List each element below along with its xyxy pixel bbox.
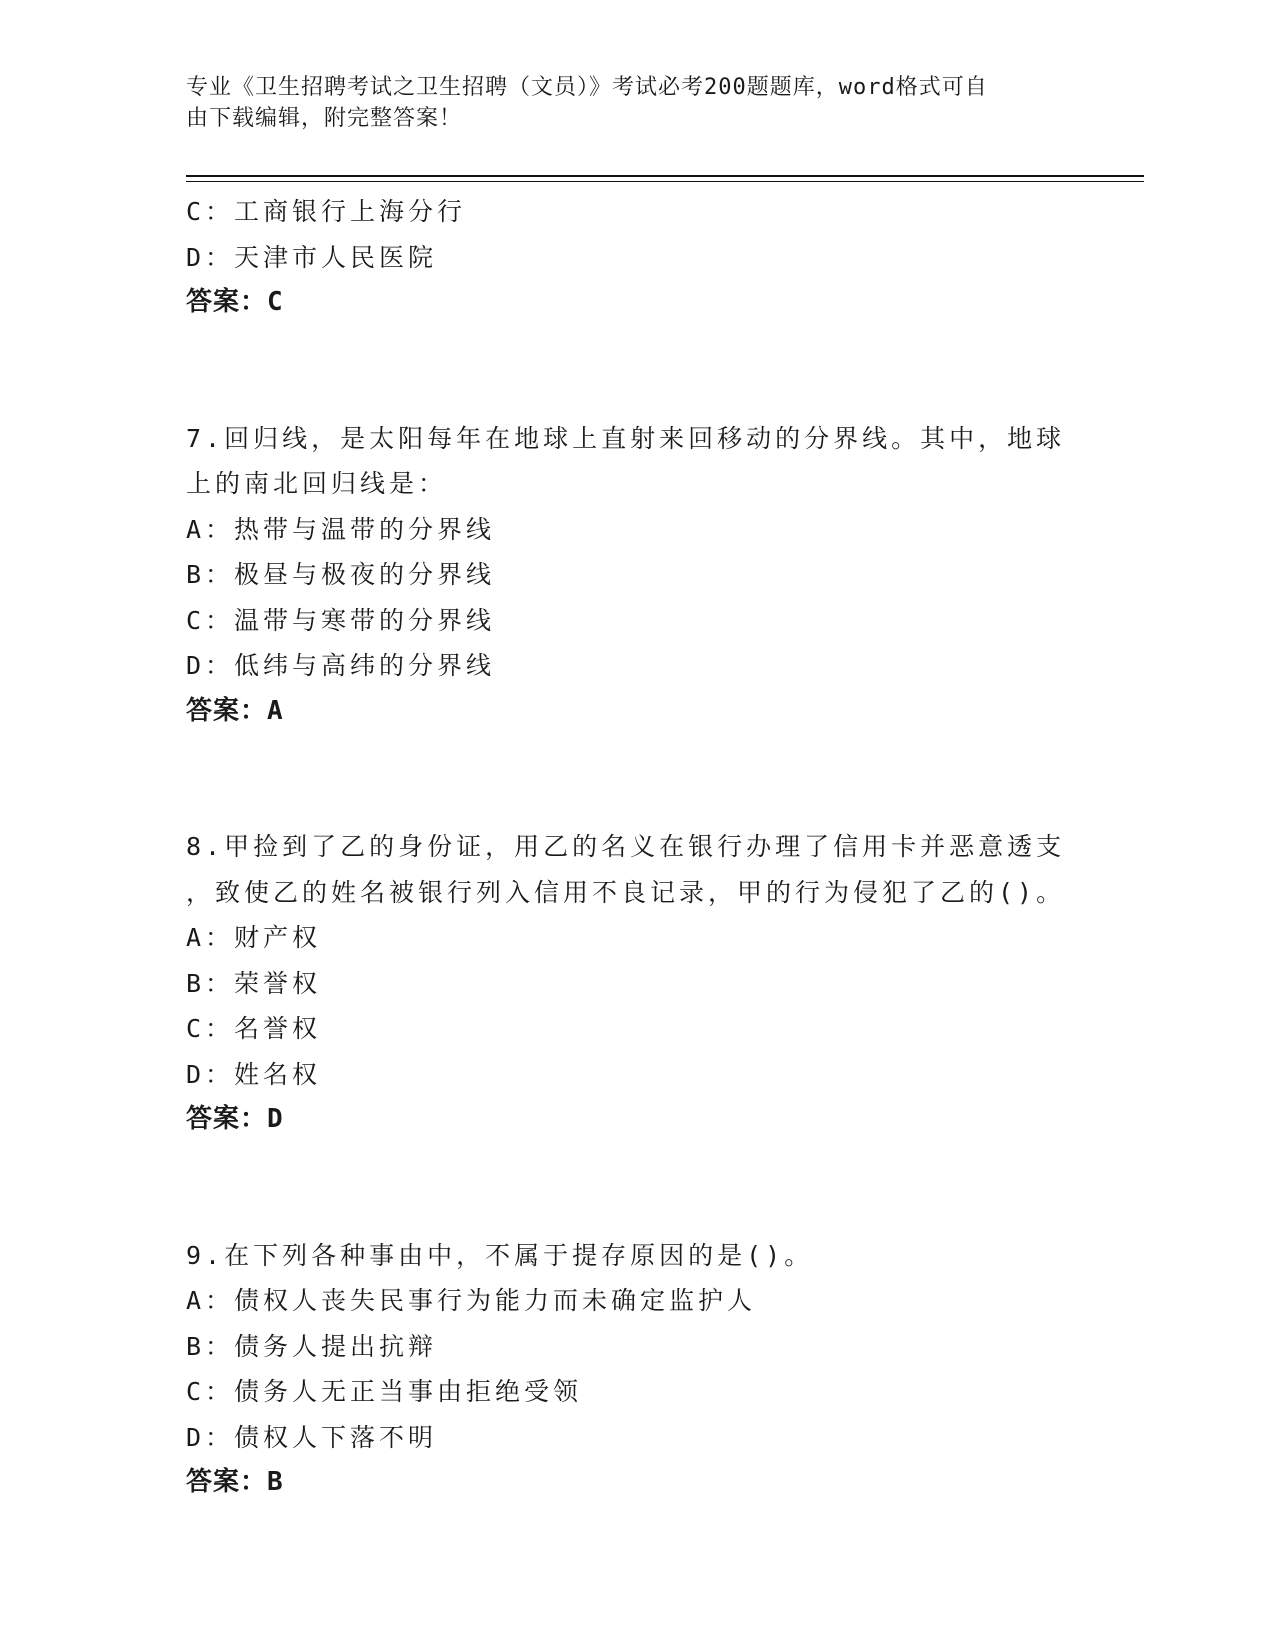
question-stem-line: ，致使乙的姓名被银行列入信用不良记录，甲的行为侵犯了乙的()。: [186, 877, 1066, 907]
question-8: [186, 824, 1086, 1143]
question-stem-line: 上的南北回归线是：: [186, 469, 448, 498]
answer-line: 答案：B: [186, 1467, 284, 1497]
page-header: [186, 72, 1066, 134]
header-line-1: 专业《卫生招聘考试之卫生招聘（文员）》考试必考200题题库，word格式可自: [186, 75, 988, 100]
option-b: B：荣誉权: [186, 968, 322, 998]
option-c: C：温带与寒带的分界线: [186, 605, 496, 635]
question-9: [186, 1233, 1086, 1506]
question-list: [186, 189, 1086, 1506]
option-b: B：债务人提出抗辩: [186, 1331, 438, 1361]
option-c: C：名誉权: [186, 1014, 322, 1043]
question-stem-line: 9.在下列各种事由中，不属于提存原因的是()。: [186, 1240, 814, 1270]
answer-line: 答案：C: [186, 287, 284, 317]
answer-line: 答案：D: [186, 1104, 284, 1134]
option-d: D：低纬与高纬的分界线: [186, 651, 496, 680]
header-rule-thin: [186, 181, 1144, 182]
option-c: C：债务人无正当事由拒绝受领: [186, 1377, 583, 1406]
option-b: B：极昼与极夜的分界线: [186, 560, 496, 589]
question-stem-line: 8.甲捡到了乙的身份证，用乙的名义在银行办理了信用卡并恶意透支: [186, 832, 1066, 861]
option-a: A：热带与温带的分界线: [186, 514, 496, 544]
header-line-2: 由下载编辑，附完整答案！: [186, 106, 463, 131]
option-c: C：工商银行上海分行: [186, 197, 467, 226]
option-a: A：财产权: [186, 923, 322, 952]
option-d: D：债权人下落不明: [186, 1422, 438, 1452]
previous-question-tail: [186, 189, 1086, 326]
header-rule-thick: [186, 175, 1144, 177]
option-a: A：债权人丧失民事行为能力而未确定监护人: [186, 1286, 757, 1315]
question-7: [186, 416, 1086, 735]
answer-line: 答案：A: [186, 695, 284, 726]
option-d: D：姓名权: [186, 1059, 322, 1089]
question-stem-line: 7.回归线，是太阳每年在地球上直射来回移动的分界线。其中，地球: [186, 423, 1066, 453]
option-d: D：天津市人民医院: [186, 242, 438, 272]
